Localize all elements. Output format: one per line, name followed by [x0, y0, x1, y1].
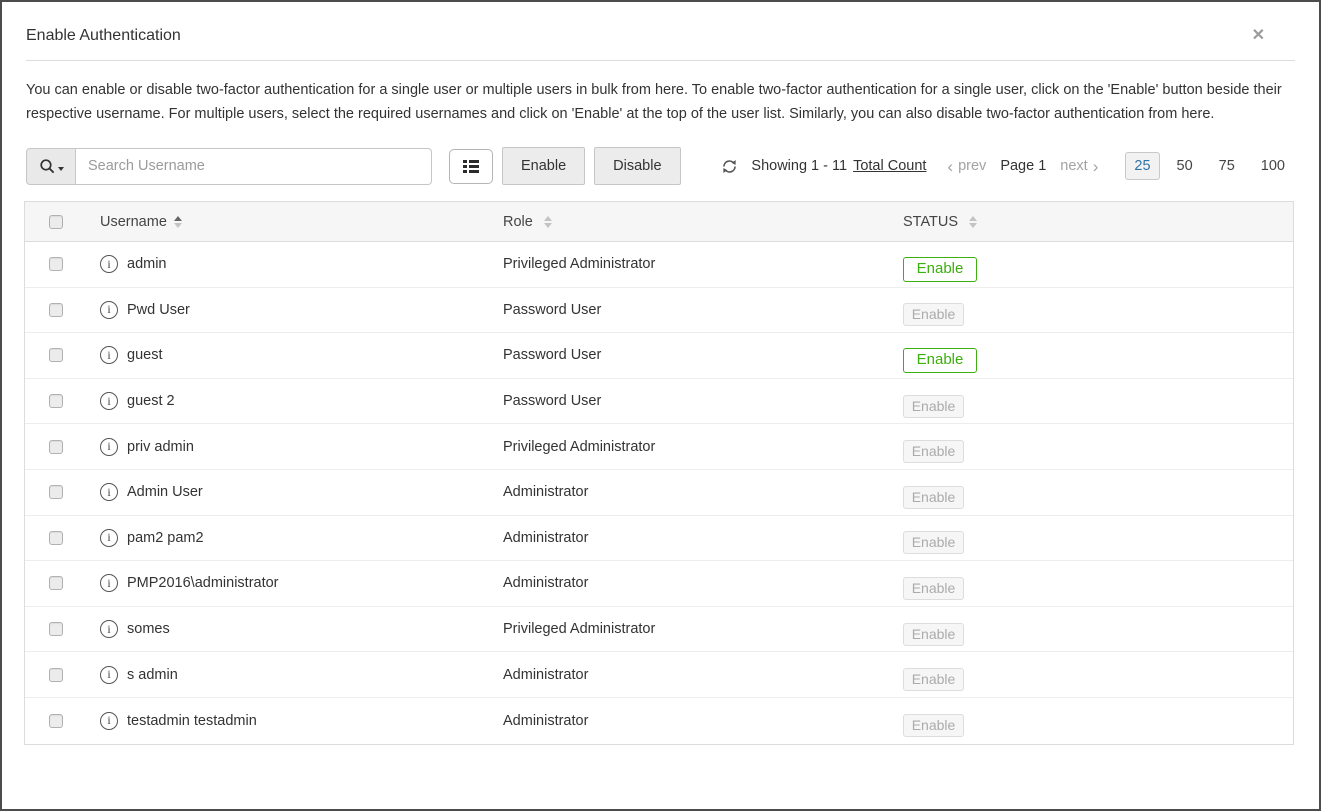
table-row — [25, 516, 1293, 562]
search-group — [26, 148, 432, 185]
chevron-left-icon: ‹ — [947, 156, 954, 176]
row-role: Password User — [503, 347, 602, 364]
row-checkbox[interactable] — [49, 714, 63, 728]
modal-header — [26, 2, 1295, 61]
row-role: Administrator — [503, 529, 589, 546]
chevron-right-icon: › — [1092, 156, 1099, 176]
row-checkbox[interactable] — [49, 348, 63, 362]
row-checkbox[interactable] — [49, 440, 63, 454]
status-enable-button[interactable]: Enable — [903, 668, 964, 691]
row-role: Administrator — [503, 666, 589, 683]
row-checkbox[interactable] — [49, 485, 63, 499]
row-username: Admin User — [127, 484, 203, 501]
row-role: Password User — [503, 393, 602, 410]
table-row — [25, 288, 1293, 334]
chevron-down-icon — [58, 167, 64, 171]
table-row — [25, 698, 1293, 744]
search-filter-button[interactable] — [26, 148, 76, 185]
current-page-label: Page 1 — [1000, 158, 1047, 174]
row-username: pam2 pam2 — [127, 529, 204, 546]
column-header-username[interactable]: Username — [100, 213, 167, 230]
row-role: Administrator — [503, 484, 589, 501]
table-row — [25, 424, 1293, 470]
search-input[interactable] — [76, 148, 432, 185]
row-username: s admin — [127, 666, 178, 683]
table-header-row — [25, 202, 1293, 242]
table-row — [25, 379, 1293, 425]
table-row — [25, 242, 1293, 288]
row-username: Pwd User — [127, 301, 190, 318]
page-size-25[interactable]: 25 — [1125, 152, 1159, 180]
table-row — [25, 652, 1293, 698]
page-size-75[interactable]: 75 — [1218, 158, 1235, 174]
user-table — [24, 201, 1294, 745]
info-icon[interactable]: i — [100, 712, 118, 730]
row-username: testadmin testadmin — [127, 712, 257, 729]
enable-button[interactable]: Enable — [502, 147, 585, 185]
column-header-status[interactable]: STATUS — [903, 213, 959, 230]
description-text: You can enable or disable two-factor authentication for a single user or multiple users in bulk from here. To enable two-factor authentication for a single user, click on the 'Enable' button beside their respective username. For multiple users, select the required usernames and click on 'Enable' at the top of the user list. Similarly, you can also disable two-factor authentication from here. — [26, 82, 1282, 122]
info-icon[interactable]: i — [100, 255, 118, 273]
row-checkbox[interactable] — [49, 303, 63, 317]
row-role: Administrator — [503, 712, 589, 729]
status-enable-button[interactable]: Enable — [903, 714, 964, 737]
row-checkbox[interactable] — [49, 531, 63, 545]
showing-count: Showing 1 - 11 — [751, 158, 848, 174]
row-username: admin — [127, 256, 167, 273]
table-row — [25, 470, 1293, 516]
refresh-icon[interactable] — [721, 158, 738, 175]
status-enable-button[interactable]: Enable — [903, 440, 964, 463]
list-icon — [463, 160, 479, 173]
pagination — [721, 152, 1294, 180]
page-title: Enable Authentication — [26, 27, 181, 44]
page-size-100[interactable]: 100 — [1260, 158, 1285, 174]
row-role: Administrator — [503, 575, 589, 592]
status-enable-button[interactable]: Enable — [903, 348, 977, 373]
search-icon — [39, 158, 56, 175]
status-enable-button[interactable]: Enable — [903, 395, 964, 418]
prev-page-button[interactable]: ‹ prev — [947, 156, 987, 176]
info-icon[interactable]: i — [100, 529, 118, 547]
row-username: guest — [127, 347, 163, 364]
info-icon[interactable]: i — [100, 620, 118, 638]
info-icon[interactable]: i — [100, 301, 118, 319]
status-enable-button[interactable]: Enable — [903, 577, 964, 600]
row-role: Privileged Administrator — [503, 621, 656, 638]
info-icon[interactable]: i — [100, 666, 118, 684]
info-icon[interactable]: i — [100, 438, 118, 456]
column-header-role[interactable]: Role — [503, 213, 533, 230]
row-username: guest 2 — [127, 393, 175, 410]
info-icon[interactable]: i — [100, 392, 118, 410]
select-all-checkbox[interactable] — [49, 215, 63, 229]
row-username: somes — [127, 621, 170, 638]
info-icon[interactable]: i — [100, 346, 118, 364]
page-size-options — [1117, 152, 1294, 180]
table-row — [25, 333, 1293, 379]
sort-username-icon[interactable] — [174, 216, 182, 228]
page-size-50[interactable]: 50 — [1176, 158, 1193, 174]
table-body — [25, 242, 1293, 744]
row-checkbox[interactable] — [49, 668, 63, 682]
sort-role-icon[interactable] — [544, 216, 552, 228]
close-icon[interactable]: ✕ — [1251, 27, 1265, 44]
total-count-link[interactable]: Total Count — [853, 158, 927, 174]
info-icon[interactable]: i — [100, 483, 118, 501]
row-checkbox[interactable] — [49, 257, 63, 271]
info-icon[interactable]: i — [100, 574, 118, 592]
row-username: PMP2016\administrator — [127, 575, 279, 592]
column-chooser-button[interactable] — [449, 149, 493, 184]
row-role: Privileged Administrator — [503, 256, 656, 273]
status-enable-button[interactable]: Enable — [903, 623, 964, 646]
sort-status-icon[interactable] — [969, 216, 977, 228]
row-checkbox[interactable] — [49, 576, 63, 590]
disable-button[interactable]: Disable — [594, 147, 680, 185]
table-row — [25, 561, 1293, 607]
status-enable-button[interactable]: Enable — [903, 531, 964, 554]
status-enable-button[interactable]: Enable — [903, 486, 964, 509]
table-row — [25, 607, 1293, 653]
toolbar — [26, 147, 1294, 185]
status-enable-button[interactable]: Enable — [903, 303, 964, 326]
row-checkbox[interactable] — [49, 394, 63, 408]
next-page-button[interactable]: next › — [1060, 156, 1099, 176]
row-role: Password User — [503, 301, 602, 318]
row-checkbox[interactable] — [49, 622, 63, 636]
status-enable-button[interactable]: Enable — [903, 257, 977, 282]
row-username: priv admin — [127, 438, 194, 455]
row-role: Privileged Administrator — [503, 438, 656, 455]
